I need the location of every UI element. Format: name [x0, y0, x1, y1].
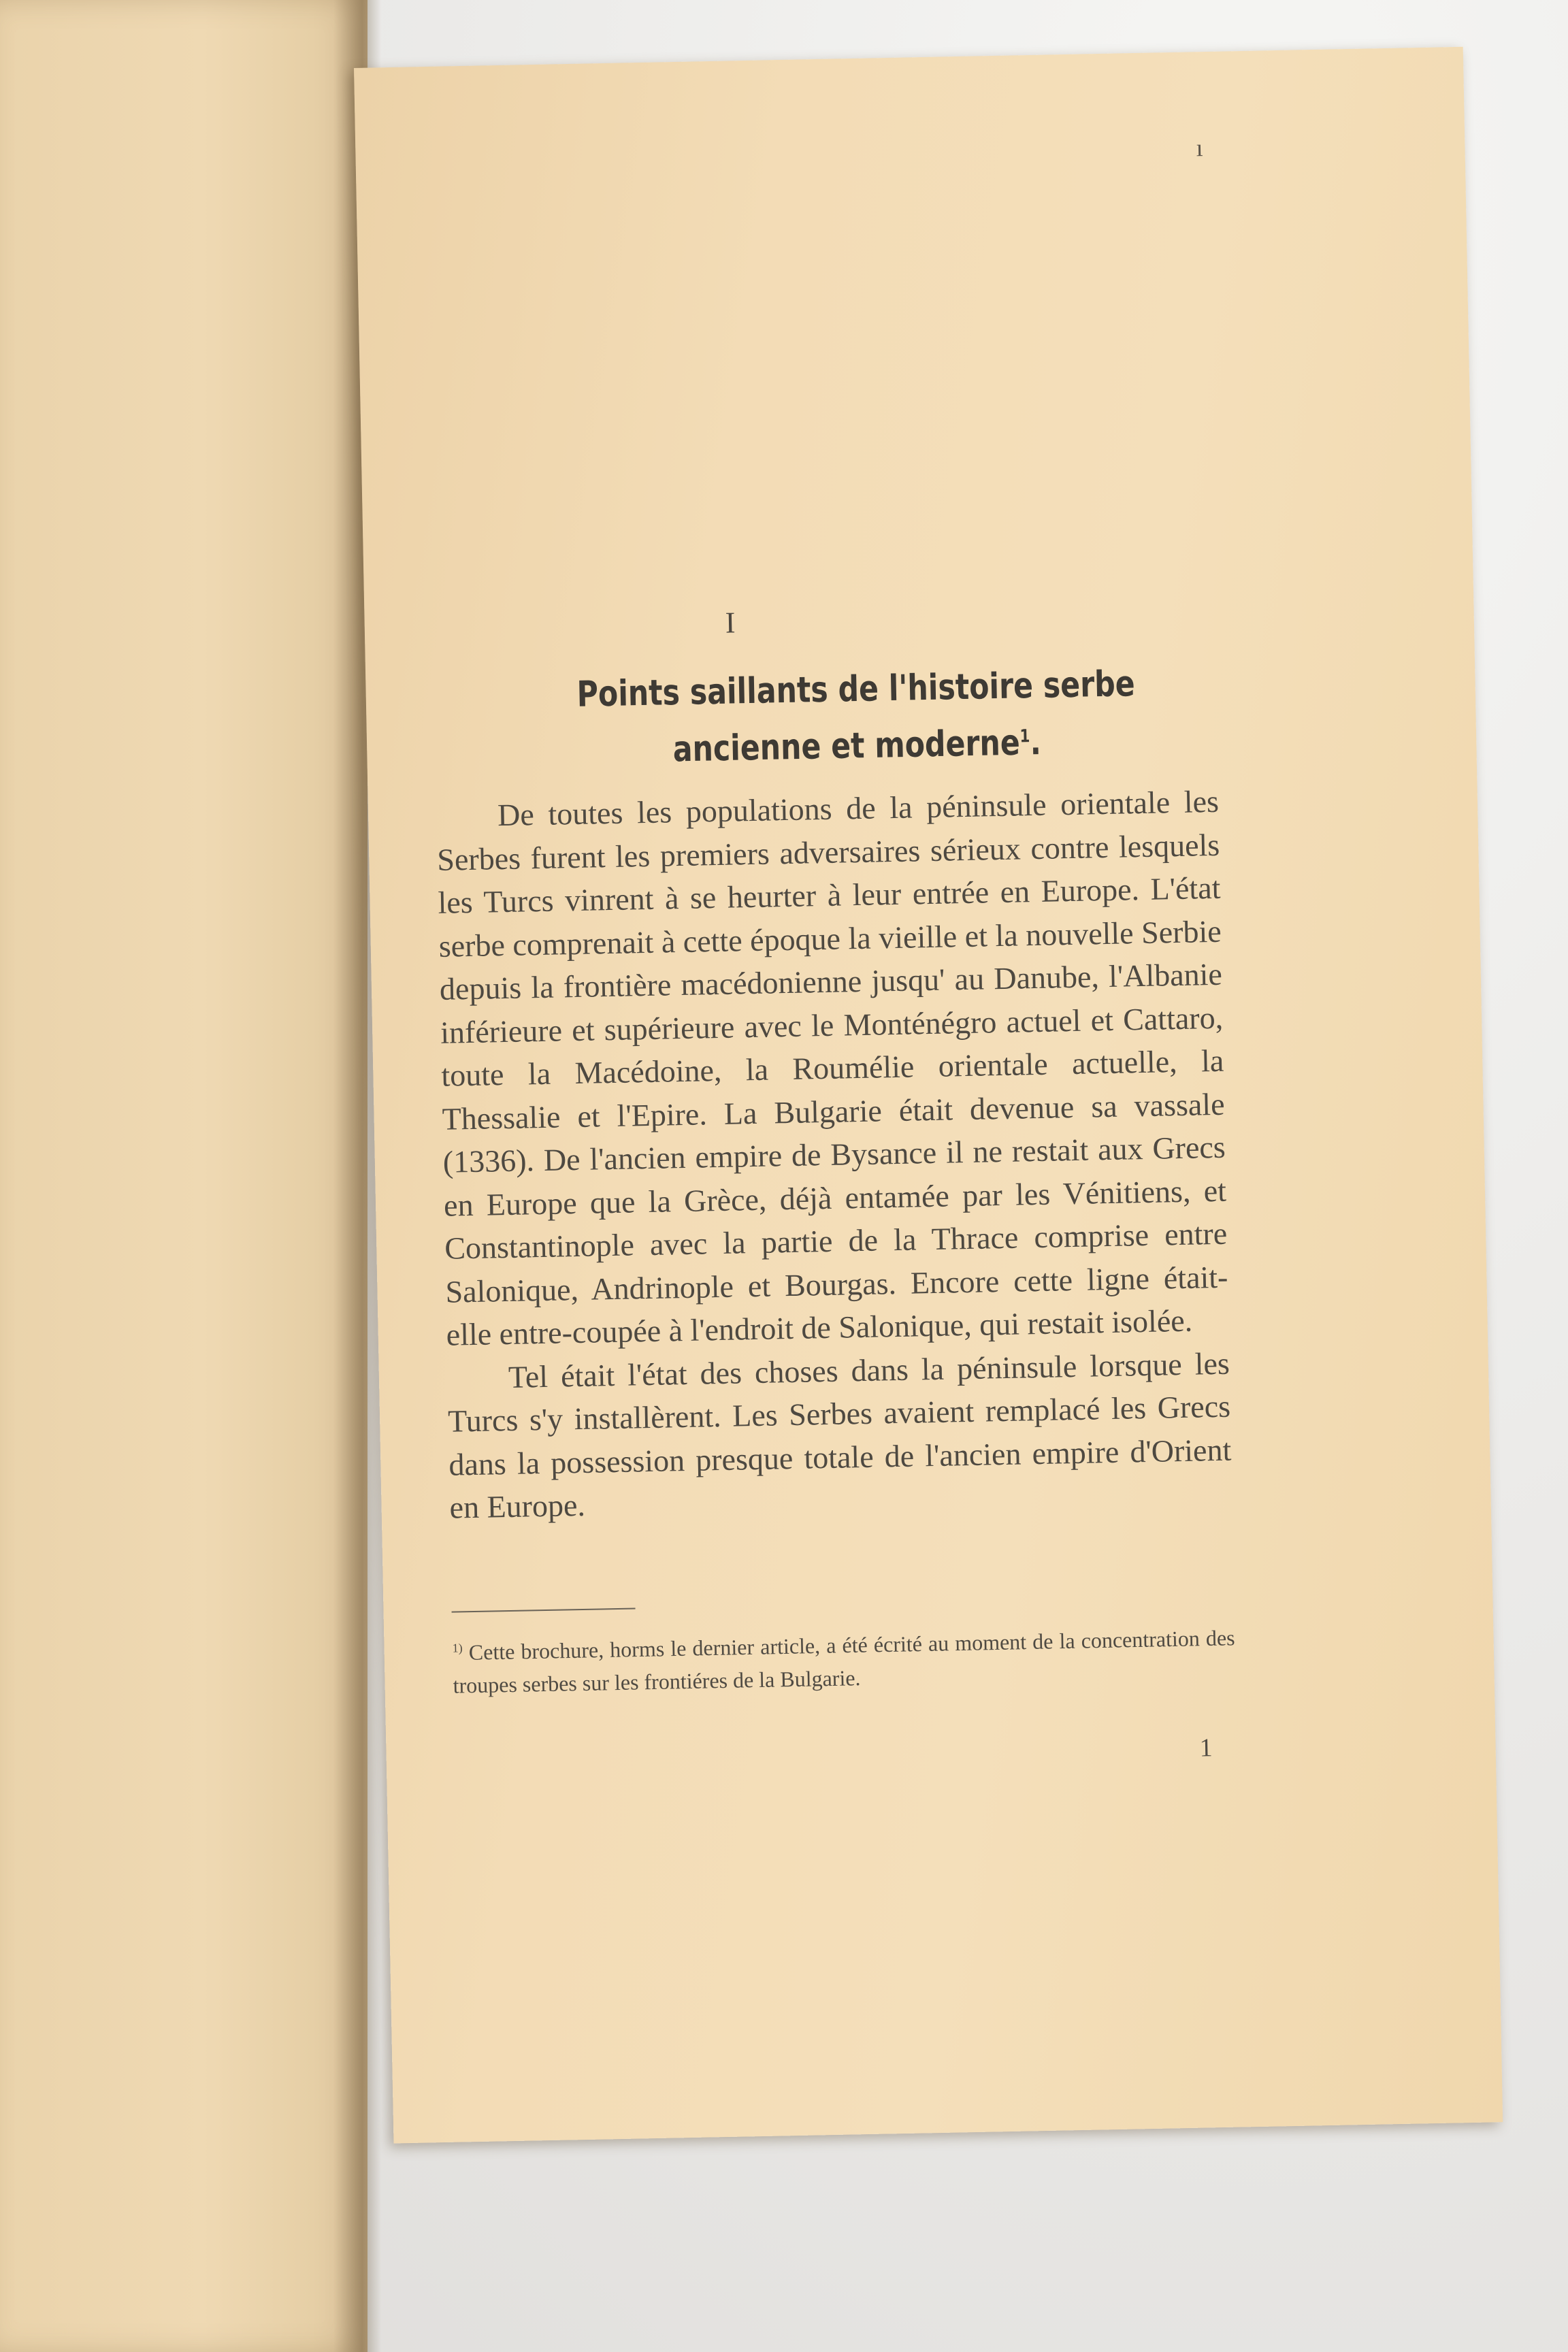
paragraph-1: De toutes les populations de la péninsule orientale les Serbes furent les premiers adversaires sérieux contre lesquels les Turcs vinrent à se heurter à leur entrée en Europe. L'état serbe comprenait à cette époque la vieille et la nouvelle Serbie depuis la frontière macédonienne jusqu' au Danube, l'Albanie inférieure et supérieure avec le Monténégro actuel et Cattaro, toute la Macédoine, la Roumélie orientale actuelle, la Thessalie et l'Epire. La Bulgarie était devenue sa vassale (1336). De l'ancien empire de Bysance il ne restait aux Grecs en Europe que la Grèce, déjà entamée par les Vénitiens, et Constantinople avec la partie de la Thrace comprise entre Salonique, Andrinople et Bourgas. Encore cette ligne était-elle entre-coupée à l'endroit de Salonique, qui restait isolée.	[436, 783, 1228, 1352]
footnote-text: Cette brochure, horms le dernier article, a été écrité au moment de la concentration des troupes serbes sur les frontiéres de la Bulgarie.	[453, 1625, 1235, 1698]
paragraph-2: Tel était l'état des choses dans la péninsule lorsque les Turcs s'y installèrent. Les Serbes avaient remplacé les Grecs dans la possession presque totale de l'ancien empire d'Orient en Europe.	[447, 1345, 1232, 1525]
footnote-rule	[452, 1607, 636, 1612]
footnote-marker: 1)	[452, 1641, 463, 1655]
footnote	[452, 1617, 1236, 1702]
top-mark: ı	[1196, 134, 1203, 162]
chapter-title-text: Points saillants de l'histoire serbe ancienne et moderne	[576, 664, 1136, 770]
chapter-title-note-marker: 1	[1019, 726, 1030, 747]
chapter-number: I	[725, 606, 736, 640]
chapter-title: Points saillants de l'histoire serbe ancienne et moderne$^1$.	[576, 664, 1136, 770]
body-text	[436, 780, 1233, 1529]
right-page	[354, 47, 1503, 2144]
page-number: 1	[1199, 1733, 1213, 1763]
left-page	[0, 0, 368, 2352]
